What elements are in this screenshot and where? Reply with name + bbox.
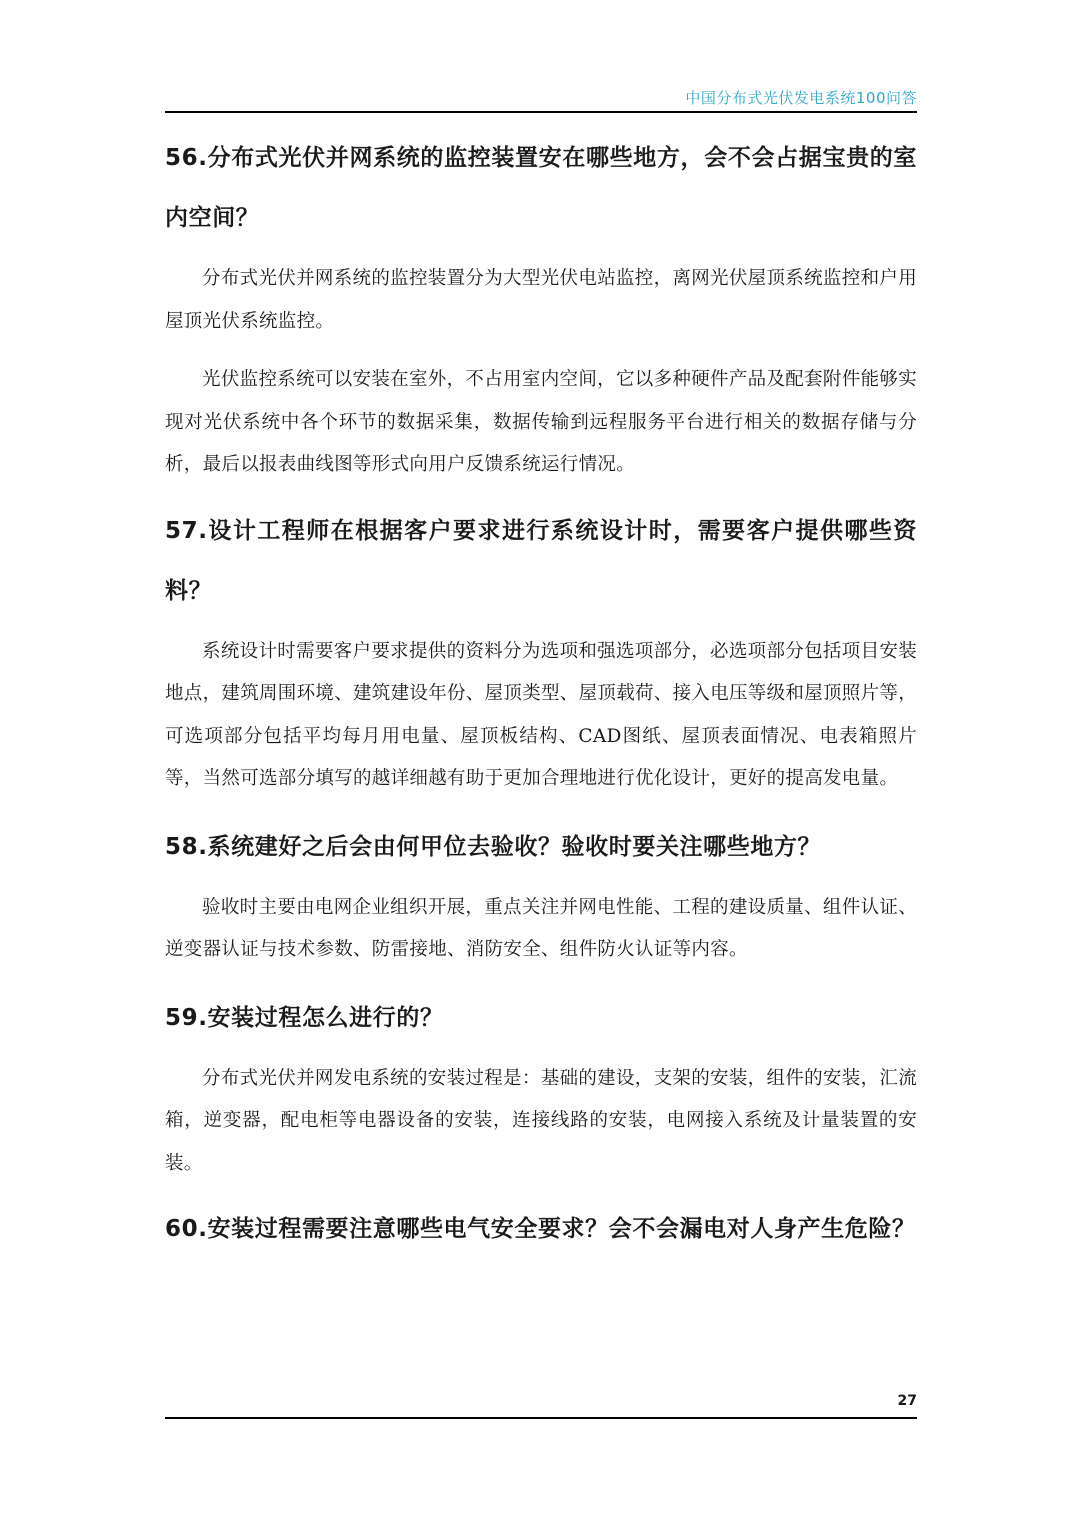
header-divider [165, 111, 917, 113]
qa-section-60 [165, 1199, 917, 1259]
answer-paragraph: 验收时主要由电网企业组织开展，重点关注并网电性能、工程的建设质量、组件认证、逆变器认证与技术参数、防雷接地、消防安全、组件防火认证等内容。 [165, 896, 917, 960]
qa-section-56 [165, 128, 917, 487]
qa-section-59 [165, 988, 917, 1186]
question-heading: 56.分布式光伏并网系统的监控装置安在哪些地方，会不会占据宝贵的室内空间？ [165, 145, 917, 231]
qa-section-57 [165, 501, 917, 801]
question-heading: 58.系统建好之后会由何甲位去验收？验收时要关注哪些地方？ [165, 833, 822, 860]
qa-section-58 [165, 817, 917, 972]
answer-paragraph: 分布式光伏并网发电系统的安装过程是：基础的建设，支架的安装，组件的安装，汇流箱，逆变器，配电柜等电器设备的安装，连接线路的安装，电网接入系统及计量装置的安装。 [165, 1067, 917, 1174]
question-heading: 57.设计工程师在根据客户要求进行系统设计时，需要客户提供哪些资料？ [165, 517, 917, 604]
footer-divider [165, 1417, 917, 1419]
question-heading: 59.安装过程怎么进行的？ [165, 1004, 444, 1031]
answer-paragraph: 系统设计时需要客户要求提供的资料分为选项和强选项部分，必选项部分包括项目安装地点，建筑周围环境、建筑建设年份、屋顶类型、屋顶载荷、接入电压等级和屋顶照片等，可选项部分包括平均每月用电量、屋顶板结构、CAD图纸、屋顶表面情况、电表箱照片等，当然可选部分填写的越详细越有助于更加合理地进行优化设计，更好的提高发电量。 [165, 640, 918, 789]
answer-paragraph: 分布式光伏并网系统的监控装置分为大型光伏电站监控，离网光伏屋顶系统监控和户用屋顶光伏系统监控。 [165, 268, 917, 332]
running-header: 中国分布式光伏发电系统100问答 [685, 89, 917, 107]
question-heading: 60.安装过程需要注意哪些电气安全要求？会不会漏电对人身产生危险？ [165, 1216, 916, 1242]
page-number: 27 [897, 1393, 917, 1409]
answer-paragraph: 光伏监控系统可以安装在室外，不占用室内空间，它以多种硬件产品及配套附件能够实现对光伏系统中各个环节的数据采集，数据传输到远程服务平台进行相关的数据存储与分析，最后以报表曲线图等形式向用户反馈系统运行情况。 [165, 369, 917, 475]
page-body [165, 128, 917, 1259]
